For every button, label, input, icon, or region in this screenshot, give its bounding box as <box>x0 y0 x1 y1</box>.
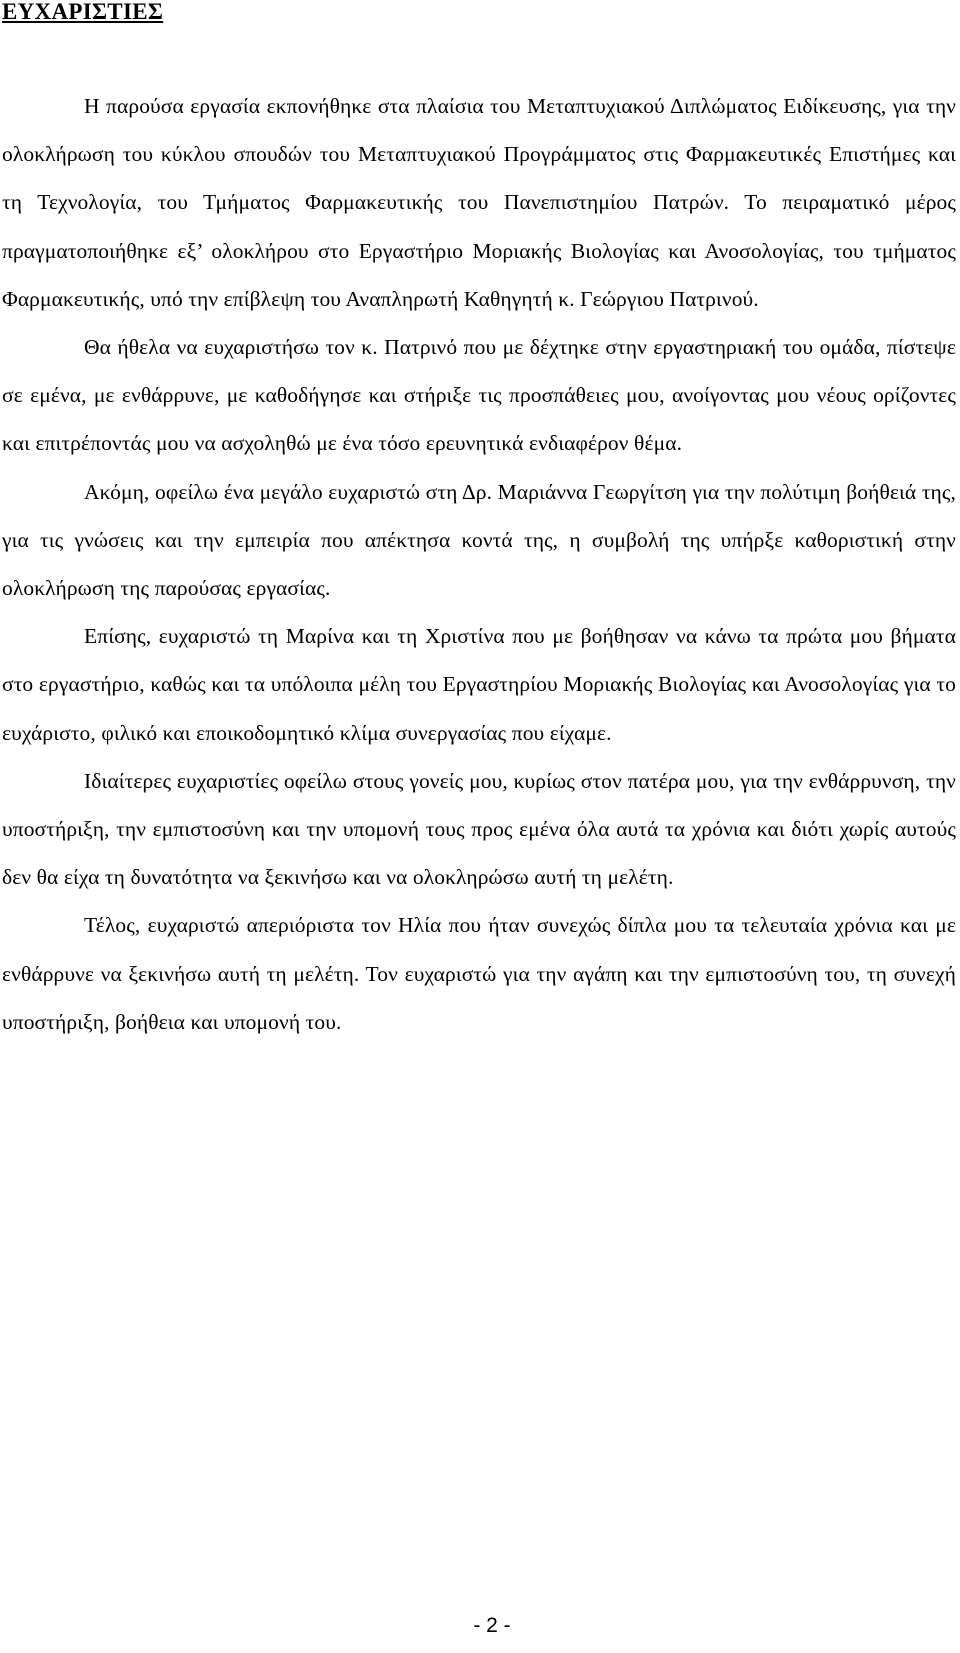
page-number: - 2 - <box>473 1614 511 1637</box>
paragraph-georgitsi-thanks: Ακόμη, οφείλω ένα μεγάλο ευχαριστώ στη Δρ. Μαριάννα Γεωργίτση για την πολύτιμη βοήθειά της, για τις γνώσεις και την εμπειρία που απέκτησα κοντά της, η συμβολή της υπήρξε καθοριστική στην ολοκλήρωση της παρούσας εργασίας. <box>2 479 956 601</box>
paragraph-closing-thanks: Τέλος, ευχαριστώ απεριόριστα τον Ηλία που ήταν συνεχώς δίπλα μου τα τελευταία χρόνια και με ενθάρρυνε να ξεκινήσω αυτή τη μελέτη. Τον ευχαριστώ για την αγάπη και την εμπιστοσύνη του, τη συνεχή υποστήριξη, βοήθεια και υπομονή του. <box>2 913 956 1034</box>
paragraph-supervisor-thanks: Θα ήθελα να ευχαριστήσω τον κ. Πατρινό που με δέχτηκε στην εργαστηριακή του ομάδα, πίστεψε σε εμένα, με ενθάρρυνε, με καθοδήγησε και στήριξε τις προσπάθειες μου, ανοίγοντας μου νέους ορίζοντες και επιτρέποντάς μου να ασχοληθώ με ένα τόσο ερευνητικά ενδιαφέρον θέμα. <box>2 335 956 456</box>
paragraph-parents-thanks: Ιδιαίτερες ευχαριστίες οφείλω στους γονείς μου, κυρίως στον πατέρα μου, για την ενθάρρυνση, την υποστήριξη, την εμπιστοσύνη και την υπομονή τους προς εμένα όλα αυτά τα χρόνια και διότι χωρίς αυτούς δεν θα είχα τη δυνατότητα να ξεκινήσω και να ολοκληρώσω αυτή τη μελέτη. <box>2 768 956 890</box>
acknowledgements-body <box>2 82 956 1046</box>
paragraph-intro: Η παρούσα εργασία εκπονήθηκε στα πλαίσια του Μεταπτυχιακού Διπλώματος Ειδίκευσης, για την ολοκλήρωση του κύκλου σπουδών του Μεταπτυχιακού Προγράμματος στις Φαρμακευτικές Επιστήμες και τη Τεχνολογία, του Τμήματος Φαρμακευτικής του Πανεπιστημίου Πατρών. Το πειραματικό μέρος πραγματοποιήθηκε εξ’ ολοκλήρου στο Εργαστήριο Μοριακής Βιολογίας και Ανοσολογίας, του τμήματος Φαρμακευτικής, υπό την επίβλεψη του Αναπληρωτή Καθηγητή κ. Γεώργιου Πατρινού. <box>2 94 956 311</box>
paragraph-lab-members-thanks: Επίσης, ευχαριστώ τη Μαρίνα και τη Χριστίνα που με βοήθησαν να κάνω τα πρώτα μου βήματα στο εργαστήριο, καθώς και τα υπόλοιπα μέλη του Εργαστηρίου Μοριακής Βιολογίας και Ανοσολογίας για το ευχάριστο, φιλικό και εποικοδομητικό κλίμα συνεργασίας που είχαμε. <box>2 624 956 745</box>
page-heading: ΕΥΧΑΡΙΣΤΙΕΣ <box>2 0 164 24</box>
